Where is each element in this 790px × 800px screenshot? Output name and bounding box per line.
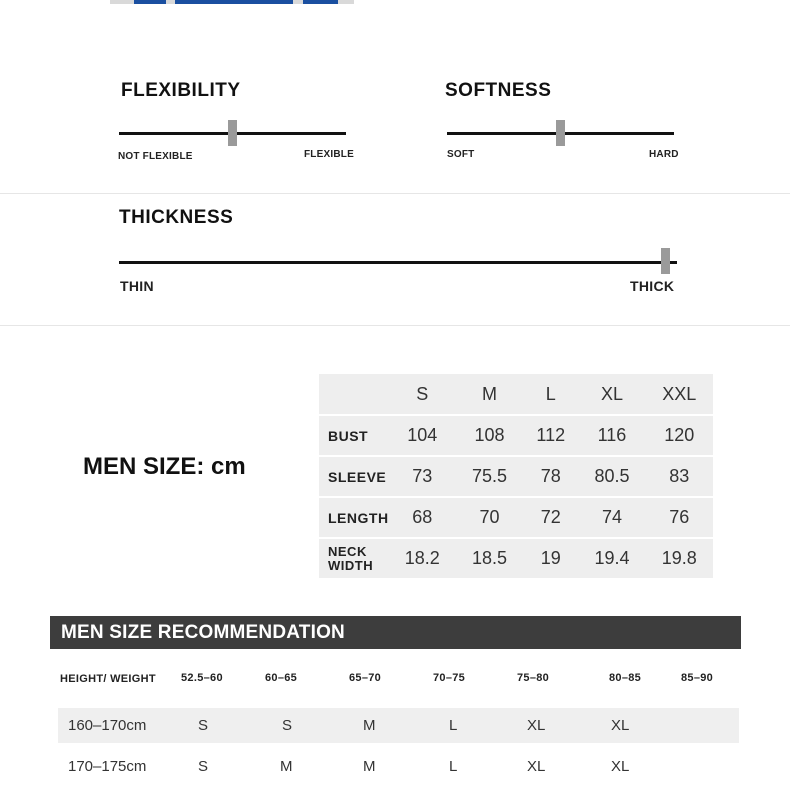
table-cell: 72	[523, 496, 578, 537]
table-cell: 80.5	[578, 455, 645, 496]
row-label-line: WIDTH	[328, 557, 374, 573]
recommendation-row	[58, 749, 739, 784]
size-header-cell: S	[389, 374, 456, 414]
thickness-title: THICKNESS	[119, 207, 234, 228]
recommendation-header-label: HEIGHT/ WEIGHT	[60, 673, 156, 685]
table-row	[319, 455, 713, 496]
table-cell: 83	[646, 455, 713, 496]
table-cell: 18.5	[456, 537, 523, 578]
size-cell: S	[282, 717, 293, 734]
table-cell: 78	[523, 455, 578, 496]
size-header-cell: M	[456, 374, 523, 414]
row-label-line: NECK	[328, 543, 367, 559]
size-cell: L	[449, 758, 458, 775]
softness-marker	[556, 120, 565, 146]
size-header-cell: XXL	[646, 374, 713, 414]
table-cell: 68	[389, 496, 456, 537]
table-cell: 108	[456, 414, 523, 455]
size-header-cell: L	[523, 374, 578, 414]
weight-header-cell: 80–85	[609, 672, 642, 684]
row-label: LENGTH	[319, 496, 389, 537]
thickness-right-label: THICK	[630, 278, 675, 294]
size-cell: M	[280, 758, 293, 775]
table-cell: 75.5	[456, 455, 523, 496]
table-cell: 104	[389, 414, 456, 455]
table-cell: 19.4	[578, 537, 645, 578]
thickness-marker	[661, 248, 670, 274]
product-image-strip-blue-mid	[175, 0, 293, 4]
size-cell: S	[198, 717, 209, 734]
table-cell: 70	[456, 496, 523, 537]
flexibility-left-label: NOT FLEXIBLE	[118, 151, 193, 162]
weight-header-cell: 65–70	[349, 672, 382, 684]
recommendation-row	[58, 708, 739, 743]
size-header-cell: XL	[578, 374, 645, 414]
height-cell: 170–175cm	[68, 758, 147, 775]
table-cell: 18.2	[389, 537, 456, 578]
size-cell: XL	[527, 717, 546, 734]
softness-right-label: HARD	[649, 149, 679, 160]
table-cell: 19.8	[646, 537, 713, 578]
size-table-header	[319, 374, 713, 414]
size-cell: XL	[611, 758, 630, 775]
size-cell: M	[363, 717, 376, 734]
softness-title: SOFTNESS	[445, 80, 552, 101]
weight-header-cell: 60–65	[265, 672, 298, 684]
size-cell: XL	[611, 717, 630, 734]
weight-header-cell: 70–75	[433, 672, 466, 684]
size-cell: L	[449, 717, 458, 734]
row-label: BUST	[319, 414, 389, 455]
size-table	[319, 374, 713, 578]
men-size-label: MEN SIZE: cm	[83, 453, 246, 480]
table-cell: 19	[523, 537, 578, 578]
table-row	[319, 537, 713, 578]
table-cell: 120	[646, 414, 713, 455]
product-image-strip-blue-left	[134, 0, 166, 4]
product-image-strip-blue-right	[303, 0, 338, 4]
weight-header-cell: 52.5–60	[181, 672, 223, 684]
section-divider	[0, 193, 790, 194]
table-cell: 73	[389, 455, 456, 496]
recommendation-title: MEN SIZE RECOMMENDATION	[61, 622, 345, 643]
size-table-corner	[319, 374, 389, 414]
table-row	[319, 414, 713, 455]
thickness-left-label: THIN	[120, 278, 154, 294]
height-cell: 160–170cm	[68, 717, 147, 734]
size-cell: XL	[527, 758, 546, 775]
table-cell: 116	[578, 414, 645, 455]
thickness-scale	[119, 261, 677, 264]
size-cell: M	[363, 758, 376, 775]
table-row	[319, 496, 713, 537]
section-divider	[0, 325, 790, 326]
weight-header-cell: 75–80	[517, 672, 550, 684]
flexibility-title: FLEXIBILITY	[121, 80, 241, 101]
weight-header-cell: 85–90	[681, 672, 714, 684]
row-label: SLEEVE	[319, 455, 389, 496]
flexibility-right-label: FLEXIBLE	[304, 149, 354, 160]
softness-left-label: SOFT	[447, 149, 475, 160]
recommendation-header-bar	[50, 616, 741, 649]
flexibility-marker	[228, 120, 237, 146]
table-cell: 112	[523, 414, 578, 455]
table-cell: 74	[578, 496, 645, 537]
row-label	[319, 537, 389, 578]
table-cell: 76	[646, 496, 713, 537]
size-cell: S	[198, 758, 209, 775]
